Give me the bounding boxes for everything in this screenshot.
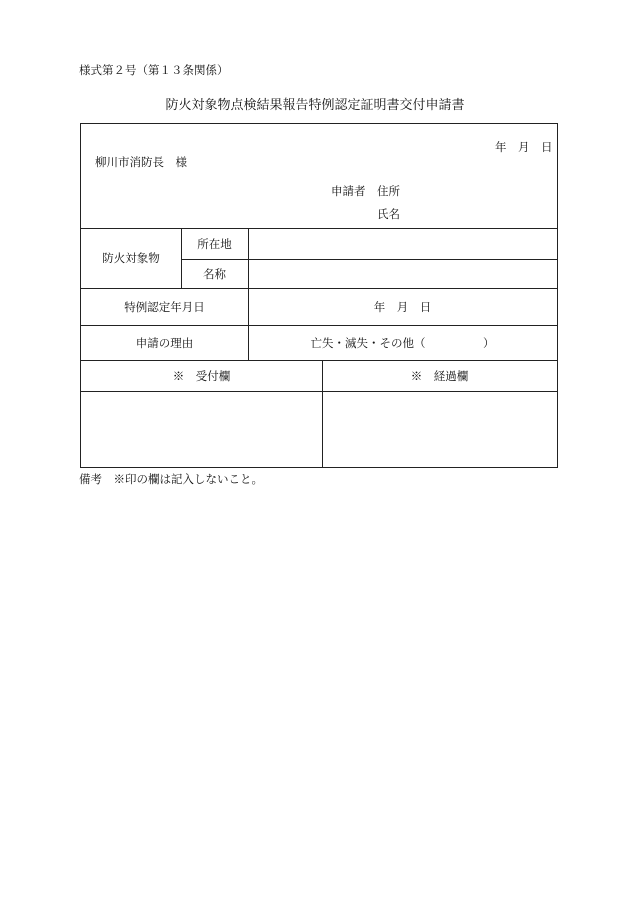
addressee: 柳川市消防長 様 bbox=[95, 155, 187, 169]
property-name-label: 名称 bbox=[203, 266, 226, 281]
reception-column-header: ※ 受付欄 bbox=[172, 368, 231, 383]
remarks-note: 備考 ※印の欄は記入しないこと。 bbox=[79, 472, 263, 486]
document-title: 防火対象物点検結果報告特例認定証明書交付申請書 bbox=[165, 98, 465, 113]
location-field[interactable] bbox=[248, 228, 557, 259]
property-name-field[interactable] bbox=[248, 259, 557, 288]
cert-date-label: 特例認定年月日 bbox=[124, 299, 205, 314]
application-form-table bbox=[80, 123, 558, 468]
reception-field bbox=[81, 391, 322, 467]
name-label: 氏名 bbox=[377, 207, 400, 221]
form-number: 様式第２号（第１３条関係） bbox=[79, 63, 229, 77]
location-label: 所在地 bbox=[197, 236, 232, 251]
reason-options[interactable]: 亡失・滅失・その他（ ） bbox=[310, 335, 495, 350]
progress-field bbox=[322, 391, 557, 467]
address-label: 住所 bbox=[377, 184, 400, 198]
submission-date: 年 月 日 bbox=[495, 140, 553, 154]
reason-label: 申請の理由 bbox=[135, 335, 194, 350]
progress-column-header: ※ 経過欄 bbox=[410, 368, 469, 383]
cert-date-field[interactable]: 年 月 日 bbox=[373, 299, 432, 314]
target-property-label: 防火対象物 bbox=[102, 251, 160, 265]
applicant-label: 申請者 bbox=[331, 184, 366, 198]
